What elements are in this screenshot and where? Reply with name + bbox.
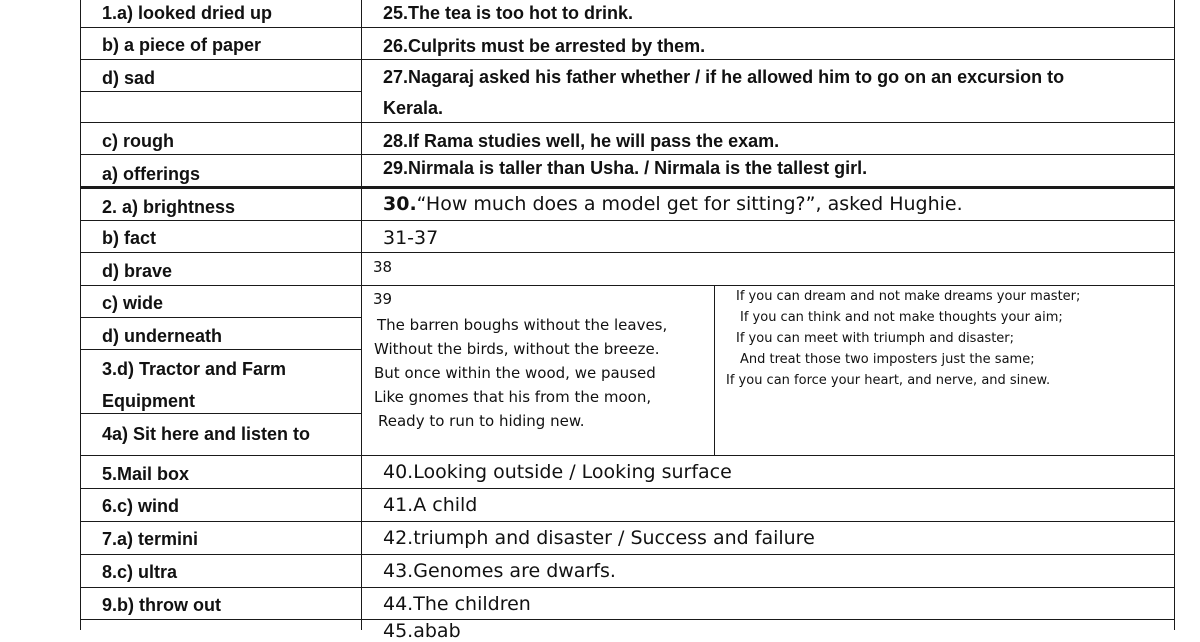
answer-39-label: 39 <box>373 290 393 308</box>
table-border-right <box>1174 0 1175 630</box>
answer-27-line2: Kerala. <box>383 98 444 118</box>
answer-44: 44.The children <box>383 593 531 615</box>
left-answer-9: c) wide <box>102 293 164 313</box>
answer-30-text: “How much does a model get for sitting?”, asked Hughie. <box>416 193 963 215</box>
answer-41: 41.A child <box>383 494 478 516</box>
answer-28: 28.If Rama studies well, he will pass the exam. <box>383 131 780 151</box>
left-answer-14: 6.c) wind <box>102 496 180 516</box>
row-divider <box>80 91 361 92</box>
row-divider <box>80 59 1175 60</box>
row-divider <box>80 252 1175 253</box>
poem-column-divider <box>714 285 715 455</box>
left-answer-11: 3.d) Tractor and Farm <box>102 359 287 379</box>
left-answer-5: a) offerings <box>102 164 201 184</box>
answer-42: 42.triumph and disaster / Success and failure <box>383 527 815 549</box>
poem-left-line: The barren boughs without the leaves, <box>377 316 668 334</box>
left-answer-12: 4a) Sit here and listen to <box>102 424 311 444</box>
left-answer-10: d) underneath <box>102 326 222 346</box>
row-divider <box>80 521 1175 522</box>
left-answer-4: c) rough <box>102 131 174 151</box>
answer-25: 25.The tea is too hot to drink. <box>383 3 634 23</box>
left-answer-16: 8.c) ultra <box>102 562 178 582</box>
left-answer-11-continued: Equipment <box>102 391 195 411</box>
poem-right-line: If you can think and not make thoughts your aim; <box>740 310 1063 325</box>
table-border-left <box>80 0 81 630</box>
left-answer-3: d) sad <box>102 68 156 88</box>
poem-left-line: But once within the wood, we paused <box>374 364 656 382</box>
poem-right <box>726 286 1080 391</box>
answer-31-37: 31-37 <box>383 227 439 249</box>
left-answer-8: d) brave <box>102 261 173 281</box>
answer-40: 40.Looking outside / Looking surface <box>383 461 732 483</box>
row-divider <box>80 413 361 414</box>
answer-38: 38 <box>373 258 393 276</box>
left-answer-6: 2. a) brightness <box>102 197 236 217</box>
poem-right-line: If you can dream and not make dreams your master; <box>736 289 1081 304</box>
answer-43: 43.Genomes are dwarfs. <box>383 560 616 582</box>
poem-left <box>374 313 667 433</box>
poem-right-line: And treat those two imposters just the same; <box>740 352 1035 367</box>
poem-right-line: If you can force your heart, and nerve, and sinew. <box>726 373 1051 388</box>
row-divider <box>80 488 1175 489</box>
row-divider <box>80 122 1175 123</box>
row-divider <box>80 27 1175 28</box>
poem-left-line: Like gnomes that his from the moon, <box>374 388 652 406</box>
answer-27-line1: 27.Nagaraj asked his father whether / if he allowed him to go on an excursion to <box>383 67 1065 87</box>
answer-30-number: 30. <box>383 193 417 215</box>
row-divider <box>80 220 1175 221</box>
left-answer-13: 5.Mail box <box>102 464 190 484</box>
answer-29: 29.Nirmala is taller than Usha. / Nirmala is the tallest girl. <box>383 158 868 178</box>
left-answer-15: 7.a) termini <box>102 529 199 549</box>
left-answer-1: 1.a) looked dried up <box>102 3 273 23</box>
row-divider <box>80 619 1175 620</box>
left-answer-7: b) fact <box>102 228 156 248</box>
answer-26: 26.Culprits must be arrested by them. <box>383 36 706 56</box>
poem-left-line: Ready to run to hiding new. <box>378 412 585 430</box>
row-divider <box>80 455 1175 456</box>
left-answer-17: 9.b) throw out <box>102 595 221 615</box>
poem-left-line: Without the birds, without the breeze. <box>374 340 660 358</box>
row-divider <box>80 554 1175 555</box>
answer-45-partial: 45.abab <box>383 620 461 642</box>
poem-right-line: If you can meet with triumph and disaster; <box>736 331 1015 346</box>
column-divider <box>361 0 362 630</box>
section-divider <box>80 186 1175 189</box>
answer-30 <box>383 193 963 215</box>
row-divider <box>80 154 1175 155</box>
row-divider <box>80 349 361 350</box>
left-answer-2: b) a piece of paper <box>102 35 262 55</box>
row-divider <box>80 587 1175 588</box>
row-divider <box>80 317 361 318</box>
